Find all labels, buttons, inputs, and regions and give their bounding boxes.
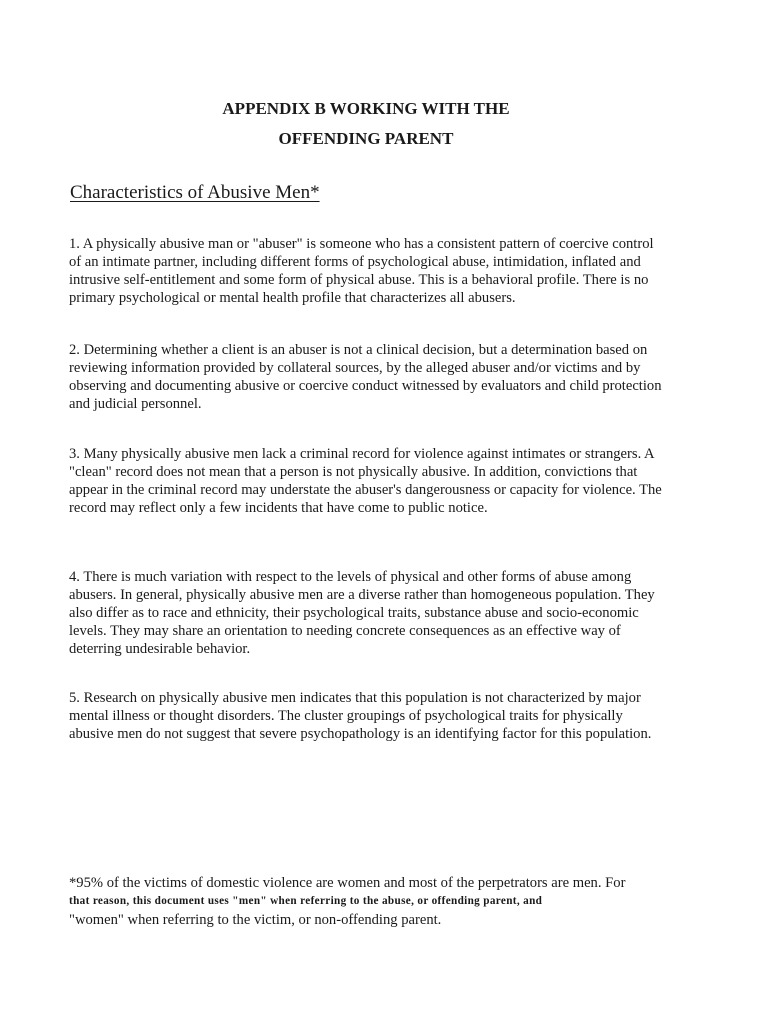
footnote-line-2: that reason, this document uses "men" when referring to the abuse, or offending parent, and <box>69 895 543 907</box>
paragraph-5: 5. Research on physically abusive men indicates that this population is not characterized by major mental illness or thought disorders. The cluster groupings of psychological traits for physically abusive men do not suggest that severe psychopathology is an identifying factor for this population. <box>69 690 652 742</box>
section-heading: Characteristics of Abusive Men* <box>70 182 320 203</box>
paragraph-2: 2. Determining whether a client is an abuser is not a clinical decision, but a determination based on reviewing information provided by collateral sources, by the alleged abuser and/or victims and by observing and documenting abusive or coercive conduct witnessed by evaluators and child protection and judicial personnel. <box>69 342 662 412</box>
footnote-line-1: *95% of the victims of domestic violence are women and most of the perpetrators are men. For <box>69 875 626 891</box>
page-title-line-1: APPENDIX B WORKING WITH THE <box>222 99 510 118</box>
paragraph-4: 4. There is much variation with respect to the levels of physical and other forms of abuse among abusers. In general, physically abusive men are a diverse rather than homogeneous population. They also differ as to race and ethnicity, their psychological traits, substance abuse and socio-economic levels. They may share an orientation to needing concrete consequences as an effective way of deterring undesirable behavior. <box>69 569 655 657</box>
page-title-line-2: OFFENDING PARENT <box>278 129 454 148</box>
footnote-line-3: "women" when referring to the victim, or non-offending parent. <box>69 912 442 928</box>
paragraph-3: 3. Many physically abusive men lack a criminal record for violence against intimates or strangers. A "clean" record does not mean that a person is not physically abusive. In addition, convictions that appear in the criminal record may understate the abuser's dangerousness or capacity for violence. The record may reflect only a few incidents that have come to public notice. <box>69 446 662 516</box>
paragraph-1: 1. A physically abusive man or "abuser" is someone who has a consistent pattern of coercive control of an intimate partner, including different forms of psychological abuse, intimidation, inflated and intrusive self-entitlement and some form of physical abuse. This is a behavioral profile. There is no primary psychological or mental health profile that characterizes all abusers. <box>69 236 654 306</box>
